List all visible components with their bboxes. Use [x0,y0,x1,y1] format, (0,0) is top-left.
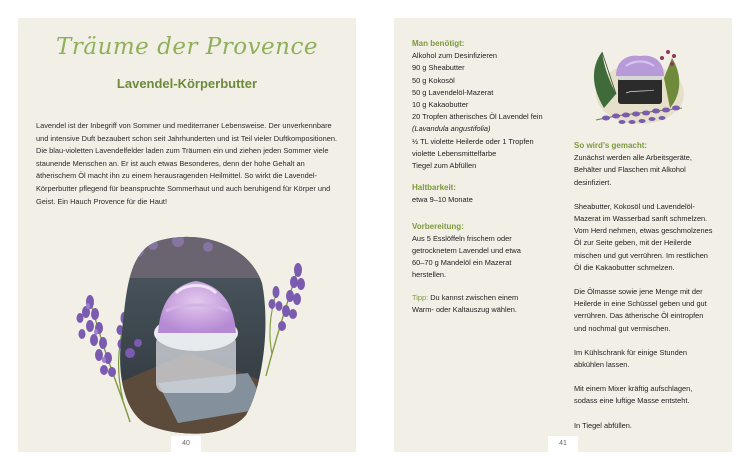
ingredient-item: 50 g Kokosöl [412,75,455,85]
ingredient-item: violette Lebensmittelfarbe [412,148,497,158]
method-step: Sheabutter, Kokosöl und Lavendelöl-Mazerat im Wasserbad sanft schmelzen. Vom Herd nehmen, etwas geschmolzenes Öl zur Seite geben, mit der Heilerde mischen und gut verrühren. Im restlichen Öl die Kakaobutter schmelzen. [574,201,713,272]
ingredients-column [412,38,587,316]
body-butter-photo [118,233,268,438]
ingredient-item: 50 g Lavendelöl-Mazerat [412,87,494,97]
method-step: Die Ölmasse sowie jene Menge mit der Heilerde in eine Schüssel geben und gut verrühren. Das ätherische Öl eintropfen und nochmal gut vermischen. [574,287,707,333]
recipe-subtitle: Lavendel-Körperbutter [116,76,258,91]
tip-text: Tipp: Du kannst zwischen einem Warm- oder Kaltauszug wählen. [412,292,519,314]
ingredient-item: 20 Tropfen ätherisches Öl Lavendel fein [412,112,543,122]
cream-jar-illustration [582,38,692,128]
ingredient-item: 10 g Kakaobutter [412,100,469,110]
preparation-text: Aus 5 Esslöffeln frischem oder getrocknetem Lavendel und etwa 60–70 g Mandelöl ein Mazerat herstellen. [412,233,521,280]
ingredients-heading: Man benötigt: [412,39,465,48]
page-number: 41 [548,436,578,452]
left-page [18,18,356,452]
intro-text: Lavendel ist der Inbegriff von Sommer und mediterraner Lebensweise. Der unverkennbare und intensive Duft bezaubert schon seit Jahrhunderten und ist Teil vieler Duftkompositionen. Die blau-violetten Lavendelfelder laden zum Träumen ein und ziehen jeden Sommer viele staunende Menschen an. Er ist auch etwas Besonderes, denn der hohe Gehalt an ätherischem Öl macht ihn zu einem herausragenden Heilmittel. So wirkt die Lavendel-Körperbutter pflegend für beanspruchte Sommerhaut und auch beruhigend für Körper und Geist. Ein Hauch Provence für die Haut! [36,121,338,206]
method-heading: So wird’s gemacht: [574,141,648,150]
shelf-life-text: etwa 9–10 Monate [412,195,473,205]
method-step: Zunächst werden alle Arbeitsgeräte, Behälter und Flaschen mit Alkohol desinfiziert. [574,153,692,187]
ingredient-item: ½ TL violette Heilerde oder 1 Tropfen [412,136,534,146]
method-step: Mit einem Mixer kräftig aufschlagen, sodass eine luftige Masse entsteht. [574,384,693,406]
ingredient-item: (Lavandula angustifolia) [412,124,491,134]
method-step: In Tiegel abfüllen. [574,420,632,430]
lavender-sprig-right-illustration [250,254,310,379]
method-step: Im Kühlschrank für einige Stunden abkühlen lassen. [574,347,687,370]
right-page [394,18,732,452]
method-column [574,140,714,432]
preparation-heading: Vorbereitung: [412,221,464,231]
page-number: 40 [171,436,201,452]
page-title: Träume der Provence [56,34,318,60]
tip-label: Tipp: [412,292,429,302]
ingredient-item: 90 g Sheabutter [412,63,465,73]
shelf-life-heading: Haltbarkeit: [412,183,457,193]
ingredient-item: Alkohol zum Desinfizieren [412,51,498,61]
ingredient-item: Tiegel zum Abfüllen [412,161,477,171]
